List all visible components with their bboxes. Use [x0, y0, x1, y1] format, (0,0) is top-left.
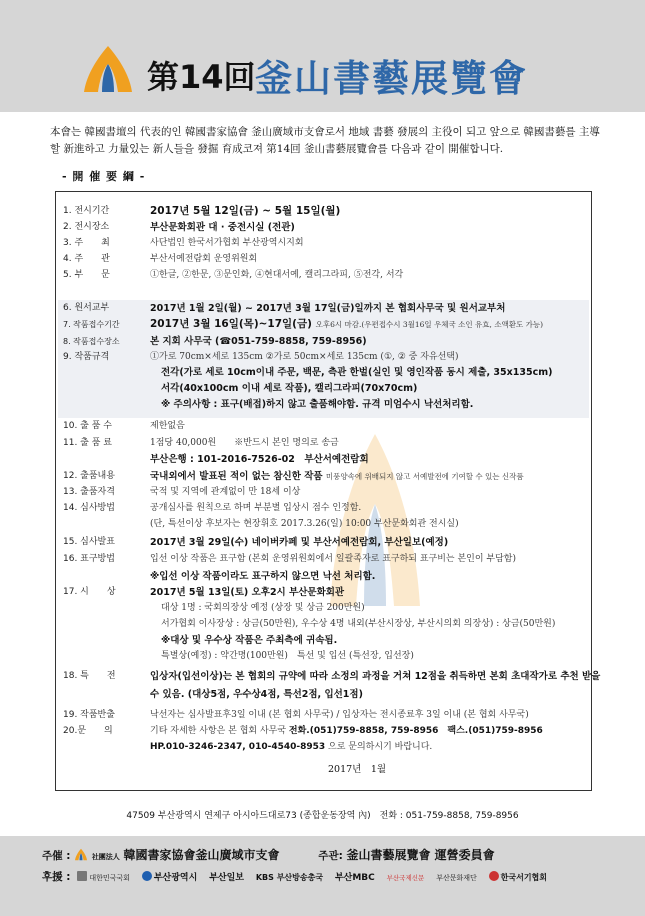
item-label: 5. 부 문 — [63, 270, 110, 280]
sponsor-name: 부산일보 — [209, 873, 244, 883]
item-label: 11. 출 품 료 — [63, 438, 112, 448]
sponsor-kookje — [387, 873, 425, 883]
host-name: 韓國書家協會釜山廣域市支會 — [123, 848, 280, 862]
organizer-name: 釜山書藝展覽會 運營委員會 — [346, 848, 495, 862]
item-value: 2017년 3월 29일(수) 네이버카페 및 부산서예전람회, 부산일보(예정) — [150, 537, 449, 548]
item-value: 국적 및 지역에 관계없이 만 18세 이상 — [150, 487, 301, 497]
item-row-inquiry-hp — [61, 741, 589, 761]
sponsor-name: 부산광역시 — [153, 873, 198, 883]
busan-city-icon — [142, 871, 152, 881]
item-label: 19. 작품반출 — [63, 710, 115, 720]
item-value: 부산문화회관 대 · 중전시실 (전관) — [150, 222, 295, 233]
item-row-categories — [61, 269, 589, 289]
sponsor-name: 한국서기협회 — [500, 873, 548, 882]
item-note: 오후6시 마감.(우편접수시 3월16일 우체국 소인 유효, 소액환도 가능) — [315, 320, 544, 329]
item-value: 입선 이상 작품은 표구함 (본회 운영위원회에서 일괄족자로 표구하되 표구비는 본인이 부담함) — [150, 554, 517, 564]
sponsor-line — [42, 869, 556, 884]
item-label: 13. 출품자격 — [63, 487, 115, 497]
item-row-judging-note — [61, 518, 589, 538]
item-value: 서각(40x100cm 이내 세로 작품), 캘리그라피(70x70cm) — [161, 383, 418, 394]
item-label: 2. 전시장소 — [63, 222, 110, 232]
sponsor-calligraphy-assoc — [489, 871, 547, 883]
issue-date: 2017년 1월 — [328, 764, 387, 775]
item-value: 전각(가로 세로 10cm이내 주문, 백문, 측관 한벌(실인 및 영인작품 동시 제출, 35x135cm) — [161, 367, 553, 378]
item-value: (단, 특선이상 후보자는 현장휘호 2017.3.26(일) 10:00 부산문화회관 전시실) — [150, 519, 459, 529]
sponsor-name: KBS 부산방송총국 — [255, 873, 324, 882]
item-value: 부산서예전람회 운영위원회 — [150, 254, 258, 264]
host-label: 주催 : — [42, 850, 71, 862]
item-value: ※입선 이상 작품이라도 표구하지 않으면 낙선 처리함. — [150, 571, 376, 582]
address-line: 47509 부산광역시 연제구 아시아드대로73 (종합운동장역 內) 전화 : 051-759-8858, 759-8956 — [126, 811, 519, 821]
item-value: 본 지회 사무국 (☎051-759-8858, 759-8956) — [150, 336, 367, 347]
item-label: 4. 주 관 — [63, 254, 110, 264]
title-number: 第14回 — [147, 58, 256, 96]
item-label: 7. 작품접수기간 — [63, 320, 120, 329]
sponsor-name: 부산국제신문 — [386, 874, 425, 882]
assoc-icon — [489, 871, 499, 881]
item-value: ※대상 및 우수상 작품은 주최측에 귀속됨. — [161, 635, 338, 646]
item-value: 특별상(예정) : 약간명(100만원) 특선 및 입선 (특선장, 입선장) — [161, 651, 414, 661]
item-label: 14. 심사방법 — [63, 503, 115, 513]
item-value: 수 있음. (대상5점, 우수상4점, 특선2점, 입선1점) — [150, 689, 363, 700]
sponsor-kbs — [256, 872, 323, 883]
item-value: 낙선자는 심사발표후3일 이내 (본 협회 사무국) / 입상자는 전시종료후 3일 이내 (본 협회 사무국) — [150, 710, 529, 720]
item-value: ※ 주의사항 : 표구(배접)하지 않고 출품해야함. 규격 미엄수시 낙선처리함. — [161, 399, 474, 410]
title-name: 釜山書藝展覽會 — [255, 56, 528, 100]
sponsor-national-assembly — [77, 871, 130, 883]
item-row-benefits — [61, 670, 601, 690]
item-label: 9. 작품규격 — [63, 352, 110, 362]
assembly-icon — [77, 871, 87, 881]
item-label: 20.문 의 — [63, 726, 113, 736]
item-label: 8. 작품접수장소 — [63, 337, 120, 346]
item-value: 서가협회 이사장상 : 상금(50만원), 우수상 4명 내외(부산시장상, 부산시의회 의장상) : 상금(50만원) — [161, 619, 556, 629]
sponsor-name: 대한민국국회 — [89, 874, 130, 882]
item-value: 입상자(입선이상)는 본 협회의 규약에 따라 소정의 과정을 거쳐 12점을 취득하면 본회 초대작가로 추천 받을 — [150, 671, 601, 682]
item-value: 2017년 1월 2일(월) ~ 2017년 3월 17일(금)일까지 본 협회사무국 및 원서교부처 — [150, 303, 506, 314]
item-value: 2017년 5월 13일(토) 오후2시 부산문화회관 — [150, 587, 345, 598]
item-label: 18. 특 전 — [63, 671, 116, 681]
host-line — [42, 846, 495, 863]
item-note: ※반드시 본인 명의로 송금 — [234, 438, 339, 448]
item-row-special — [61, 650, 589, 670]
phone-fax: 전화.(051)759-8858, 759-8956 팩스.(051)759-8956 — [288, 726, 543, 736]
sponsor-busan-city — [142, 870, 197, 883]
item-value: 사단법인 한국서가협회 부산광역시지회 — [150, 238, 304, 248]
item-row-size-caution — [61, 398, 589, 418]
item-value: 1점당 40,000원 — [150, 438, 217, 448]
item-value: ①가로 70cm×세로 135cm ②가로 50cm×세로 135cm (①, ② 중 자유선택) — [150, 352, 459, 362]
item-value: 제한없음 — [150, 421, 185, 431]
item-label: 15. 심사발표 — [63, 537, 115, 547]
intro-paragraph: 本會는 韓國書壇의 代表的인 韓國書家協會 釜山廣域市支會로서 地域 書藝 發展의 主役이 되고 앞으로 韓國書藝를 主導 할 新進하고 力量있는 新人들을 發掘 育成코져 第14回 釜山書藝展覽會를 다음과 같이 開催합니다. — [50, 126, 600, 155]
organizer-label: 주관: — [318, 850, 343, 862]
outline-heading: - 開 催 要 綱 - — [62, 170, 146, 183]
item-value: 국내외에서 발표된 적이 없는 참신한 작품 — [150, 471, 323, 482]
item-label: 1. 전시기간 — [63, 206, 110, 216]
sponsor-label: 후援 : — [42, 871, 71, 883]
item-label: 12. 출품내용 — [63, 471, 115, 481]
item-value: 대상 1명 : 국회의장상 예정 (상장 및 상금 200만원) — [161, 603, 365, 613]
item-value: 기타 자세한 사항은 본 협회 사무국 — [150, 726, 287, 736]
sponsor-culture-foundation — [436, 873, 477, 883]
host-logo-icon — [74, 848, 88, 861]
item-value: 2017년 5월 12일(금) ~ 5월 15일(월) — [150, 205, 341, 217]
mobile-numbers: HP.010-3246-2347, 010-4540-8953 — [150, 742, 326, 752]
sponsor-mbc — [335, 870, 375, 883]
item-label: 17. 시 상 — [63, 587, 116, 597]
exhibition-logo-icon — [80, 44, 136, 94]
item-value: ①한글, ②한문, ③문인화, ④현대서예, 캘리그라피, ⑤전각, 서각 — [150, 270, 404, 280]
item-value: 으로 문의하시기 바랍니다. — [328, 742, 433, 752]
item-value: 공개심사를 원칙으로 하며 부분별 입상시 점수 인정함. — [150, 503, 362, 513]
item-note: 미풍양속에 위배되지 않고 서예발전에 기여할 수 있는 신작품 — [325, 472, 524, 481]
sponsor-busan-ilbo — [209, 870, 244, 883]
host-prefix: 社團法人 — [91, 853, 120, 861]
item-label: 3. 주 최 — [63, 238, 110, 248]
sponsor-name: 부산MBC — [334, 873, 375, 883]
item-row-benefits-points — [61, 688, 589, 708]
item-label: 16. 표구방법 — [63, 554, 115, 564]
item-value: 2017년 3월 16일(목)~17일(금) — [150, 318, 312, 330]
sponsor-name: 부산문화재단 — [436, 874, 477, 882]
item-label: 6. 원서교부 — [63, 303, 110, 313]
item-label: 10. 출 품 수 — [63, 421, 112, 431]
item-value: 부산은행 : 101-2016-7526-02 부산서예전람회 — [150, 454, 369, 465]
